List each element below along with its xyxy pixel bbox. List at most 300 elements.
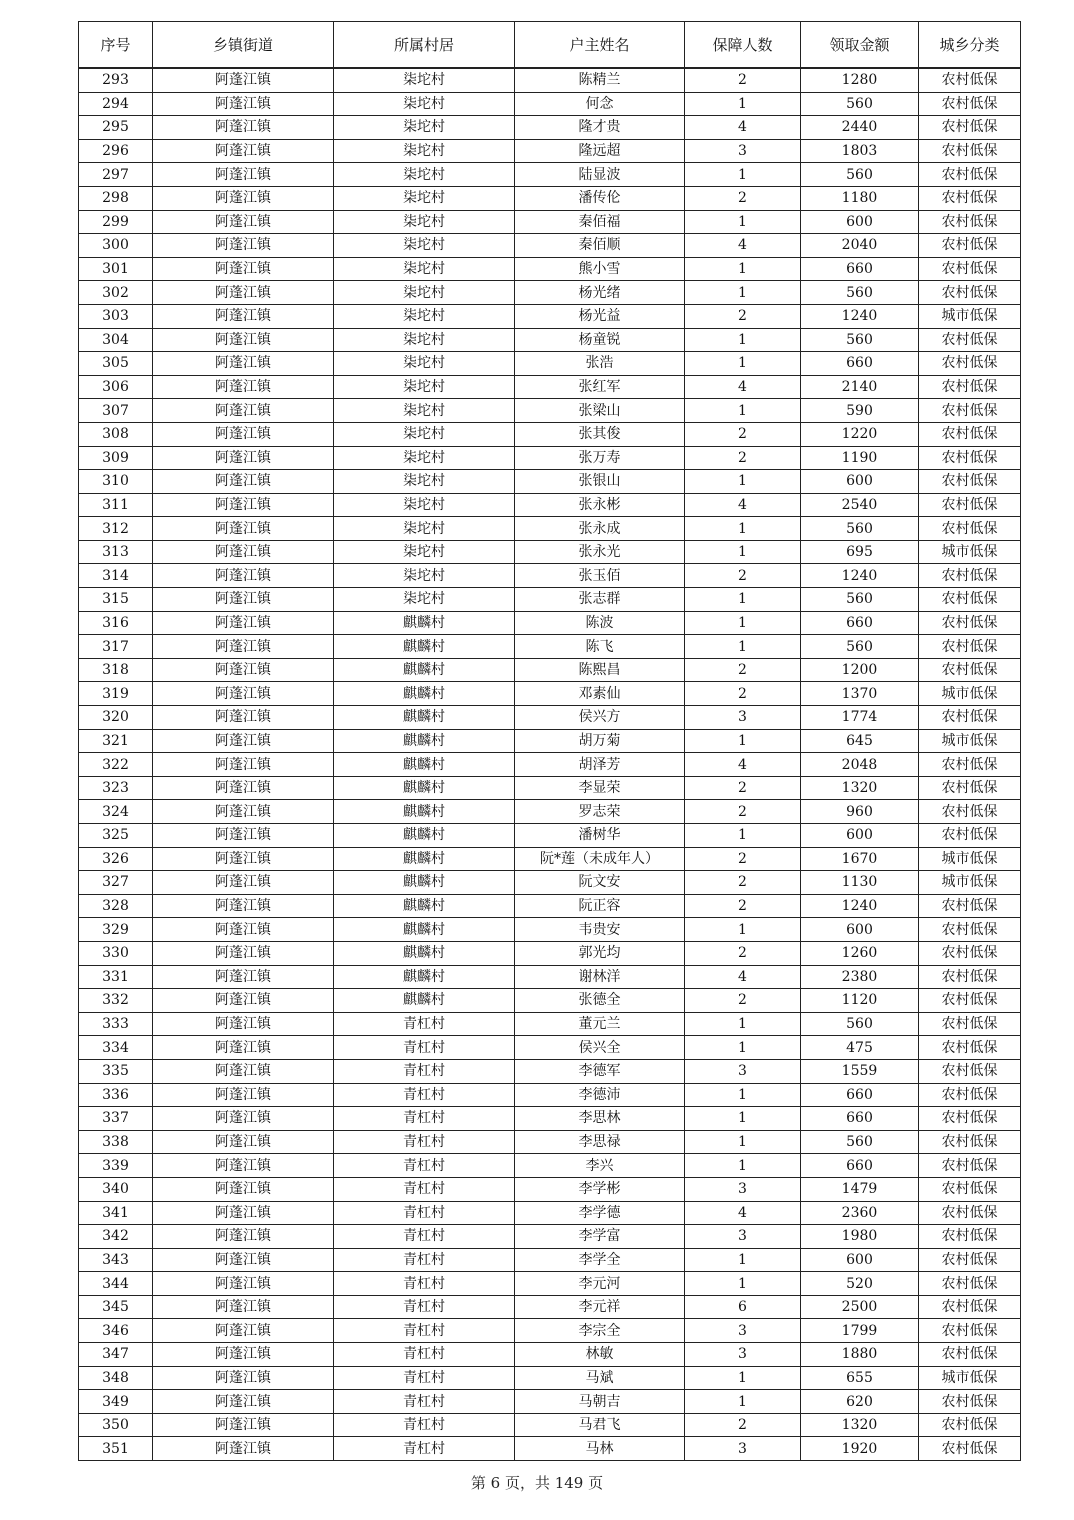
householder-cell: 马君飞 — [515, 1413, 685, 1437]
category-cell: 农村低保 — [919, 1413, 1021, 1437]
serial-cell: 328 — [79, 894, 153, 918]
table-row — [79, 941, 1021, 965]
amount-cell: 660 — [801, 611, 919, 635]
category-cell: 农村低保 — [919, 800, 1021, 824]
householder-cell: 杨光益 — [515, 304, 685, 328]
serial-cell: 320 — [79, 706, 153, 730]
village-cell: 柒坨村 — [334, 422, 515, 446]
persons-cell: 1 — [685, 918, 801, 942]
amount-cell: 1774 — [801, 706, 919, 730]
persons-cell: 1 — [685, 281, 801, 305]
category-cell: 农村低保 — [919, 68, 1021, 92]
table-row — [79, 304, 1021, 328]
amount-cell: 1260 — [801, 941, 919, 965]
township-cell: 阿蓬江镇 — [153, 1319, 334, 1343]
householder-cell: 张红军 — [515, 375, 685, 399]
township-cell: 阿蓬江镇 — [153, 1059, 334, 1083]
serial-cell: 346 — [79, 1319, 153, 1343]
householder-cell: 郭光均 — [515, 941, 685, 965]
amount-cell: 1120 — [801, 989, 919, 1013]
householder-cell: 邓素仙 — [515, 682, 685, 706]
serial-cell: 341 — [79, 1201, 153, 1225]
householder-cell: 潘树华 — [515, 824, 685, 848]
category-cell: 农村低保 — [919, 564, 1021, 588]
serial-cell: 327 — [79, 871, 153, 895]
householder-cell: 何念 — [515, 92, 685, 116]
category-cell: 城市低保 — [919, 682, 1021, 706]
householder-cell: 李思林 — [515, 1107, 685, 1131]
category-cell: 农村低保 — [919, 1319, 1021, 1343]
village-cell: 麒麟村 — [334, 729, 515, 753]
table-row — [79, 446, 1021, 470]
amount-cell: 600 — [801, 824, 919, 848]
householder-cell: 陈熙昌 — [515, 658, 685, 682]
village-cell: 柒坨村 — [334, 328, 515, 352]
category-cell: 农村低保 — [919, 517, 1021, 541]
table-row — [79, 493, 1021, 517]
householder-cell: 杨童锐 — [515, 328, 685, 352]
amount-cell: 1320 — [801, 1413, 919, 1437]
table-row — [79, 470, 1021, 494]
persons-cell: 1 — [685, 163, 801, 187]
village-cell: 柒坨村 — [334, 234, 515, 258]
serial-cell: 345 — [79, 1295, 153, 1319]
village-cell: 青杠村 — [334, 1130, 515, 1154]
persons-cell: 3 — [685, 1437, 801, 1461]
table-row — [79, 352, 1021, 376]
householder-cell: 阮*莲（未成年人） — [515, 847, 685, 871]
serial-cell: 305 — [79, 352, 153, 376]
table-row — [79, 1295, 1021, 1319]
amount-cell: 2360 — [801, 1201, 919, 1225]
table-row — [79, 682, 1021, 706]
table-row — [79, 918, 1021, 942]
householder-cell: 阮正容 — [515, 894, 685, 918]
amount-cell: 645 — [801, 729, 919, 753]
township-cell: 阿蓬江镇 — [153, 163, 334, 187]
householder-cell: 谢林洋 — [515, 965, 685, 989]
township-cell: 阿蓬江镇 — [153, 729, 334, 753]
amount-cell: 1180 — [801, 186, 919, 210]
table-row — [79, 399, 1021, 423]
township-cell: 阿蓬江镇 — [153, 588, 334, 612]
amount-cell: 1670 — [801, 847, 919, 871]
amount-cell: 660 — [801, 1083, 919, 1107]
persons-cell: 2 — [685, 658, 801, 682]
village-cell: 柒坨村 — [334, 540, 515, 564]
table-row — [79, 1319, 1021, 1343]
householder-cell: 侯兴方 — [515, 706, 685, 730]
category-cell: 农村低保 — [919, 139, 1021, 163]
persons-cell: 2 — [685, 422, 801, 446]
column-header-serial: 序号 — [79, 22, 153, 69]
township-cell: 阿蓬江镇 — [153, 1225, 334, 1249]
persons-cell: 2 — [685, 304, 801, 328]
township-cell: 阿蓬江镇 — [153, 611, 334, 635]
category-cell: 农村低保 — [919, 965, 1021, 989]
persons-cell: 2 — [685, 800, 801, 824]
householder-cell: 张梁山 — [515, 399, 685, 423]
village-cell: 柒坨村 — [334, 493, 515, 517]
serial-cell: 316 — [79, 611, 153, 635]
column-header-householder: 户主姓名 — [515, 22, 685, 69]
township-cell: 阿蓬江镇 — [153, 139, 334, 163]
householder-cell: 张德全 — [515, 989, 685, 1013]
serial-cell: 314 — [79, 564, 153, 588]
persons-cell: 1 — [685, 824, 801, 848]
column-header-township: 乡镇街道 — [153, 22, 334, 69]
category-cell: 城市低保 — [919, 540, 1021, 564]
amount-cell: 2040 — [801, 234, 919, 258]
persons-cell: 2 — [685, 446, 801, 470]
category-cell: 农村低保 — [919, 1130, 1021, 1154]
township-cell: 阿蓬江镇 — [153, 470, 334, 494]
category-cell: 农村低保 — [919, 116, 1021, 140]
township-cell: 阿蓬江镇 — [153, 776, 334, 800]
amount-cell: 660 — [801, 1154, 919, 1178]
serial-cell: 298 — [79, 186, 153, 210]
township-cell: 阿蓬江镇 — [153, 92, 334, 116]
category-cell: 农村低保 — [919, 1107, 1021, 1131]
village-cell: 麒麟村 — [334, 871, 515, 895]
persons-cell: 2 — [685, 894, 801, 918]
category-cell: 农村低保 — [919, 281, 1021, 305]
category-cell: 农村低保 — [919, 470, 1021, 494]
category-cell: 农村低保 — [919, 1201, 1021, 1225]
amount-cell: 1370 — [801, 682, 919, 706]
township-cell: 阿蓬江镇 — [153, 517, 334, 541]
serial-cell: 334 — [79, 1036, 153, 1060]
township-cell: 阿蓬江镇 — [153, 706, 334, 730]
persons-cell: 1 — [685, 470, 801, 494]
category-cell: 农村低保 — [919, 1177, 1021, 1201]
table-row — [79, 1272, 1021, 1296]
township-cell: 阿蓬江镇 — [153, 304, 334, 328]
village-cell: 青杠村 — [334, 1225, 515, 1249]
serial-cell: 348 — [79, 1366, 153, 1390]
table-row — [79, 635, 1021, 659]
category-cell: 农村低保 — [919, 1036, 1021, 1060]
amount-cell: 2048 — [801, 753, 919, 777]
amount-cell: 1559 — [801, 1059, 919, 1083]
village-cell: 麒麟村 — [334, 635, 515, 659]
table-row — [79, 611, 1021, 635]
village-cell: 青杠村 — [334, 1272, 515, 1296]
persons-cell: 1 — [685, 1390, 801, 1414]
amount-cell: 520 — [801, 1272, 919, 1296]
village-cell: 青杠村 — [334, 1413, 515, 1437]
table-row — [79, 1177, 1021, 1201]
householder-cell: 张志群 — [515, 588, 685, 612]
township-cell: 阿蓬江镇 — [153, 1413, 334, 1437]
township-cell: 阿蓬江镇 — [153, 257, 334, 281]
table-row — [79, 776, 1021, 800]
table-row — [79, 564, 1021, 588]
category-cell: 城市低保 — [919, 847, 1021, 871]
householder-cell: 李元祥 — [515, 1295, 685, 1319]
table-header — [79, 22, 1021, 69]
householder-cell: 李显荣 — [515, 776, 685, 800]
table-row — [79, 847, 1021, 871]
serial-cell: 309 — [79, 446, 153, 470]
persons-cell: 1 — [685, 1272, 801, 1296]
householder-cell: 张永光 — [515, 540, 685, 564]
householder-cell: 胡万菊 — [515, 729, 685, 753]
village-cell: 青杠村 — [334, 1295, 515, 1319]
serial-cell: 325 — [79, 824, 153, 848]
amount-cell: 2140 — [801, 375, 919, 399]
category-cell: 农村低保 — [919, 92, 1021, 116]
table-row — [79, 375, 1021, 399]
category-cell: 农村低保 — [919, 328, 1021, 352]
serial-cell: 324 — [79, 800, 153, 824]
category-cell: 农村低保 — [919, 635, 1021, 659]
category-cell: 农村低保 — [919, 1343, 1021, 1367]
householder-cell: 李德军 — [515, 1059, 685, 1083]
township-cell: 阿蓬江镇 — [153, 871, 334, 895]
householder-cell: 李宗全 — [515, 1319, 685, 1343]
village-cell: 柒坨村 — [334, 186, 515, 210]
village-cell: 麒麟村 — [334, 918, 515, 942]
village-cell: 青杠村 — [334, 1083, 515, 1107]
township-cell: 阿蓬江镇 — [153, 682, 334, 706]
township-cell: 阿蓬江镇 — [153, 658, 334, 682]
amount-cell: 600 — [801, 470, 919, 494]
township-cell: 阿蓬江镇 — [153, 1390, 334, 1414]
township-cell: 阿蓬江镇 — [153, 1248, 334, 1272]
township-cell: 阿蓬江镇 — [153, 1107, 334, 1131]
persons-cell: 1 — [685, 635, 801, 659]
table-row — [79, 658, 1021, 682]
village-cell: 柒坨村 — [334, 68, 515, 92]
township-cell: 阿蓬江镇 — [153, 1012, 334, 1036]
persons-cell: 4 — [685, 116, 801, 140]
village-cell: 青杠村 — [334, 1319, 515, 1343]
amount-cell: 2440 — [801, 116, 919, 140]
amount-cell: 960 — [801, 800, 919, 824]
township-cell: 阿蓬江镇 — [153, 493, 334, 517]
village-cell: 麒麟村 — [334, 989, 515, 1013]
category-cell: 农村低保 — [919, 422, 1021, 446]
persons-cell: 2 — [685, 871, 801, 895]
persons-cell: 1 — [685, 1083, 801, 1107]
village-cell: 柒坨村 — [334, 139, 515, 163]
township-cell: 阿蓬江镇 — [153, 234, 334, 258]
serial-cell: 329 — [79, 918, 153, 942]
table-row — [79, 163, 1021, 187]
village-cell: 柒坨村 — [334, 210, 515, 234]
householder-cell: 张浩 — [515, 352, 685, 376]
township-cell: 阿蓬江镇 — [153, 328, 334, 352]
persons-cell: 3 — [685, 1343, 801, 1367]
table-row — [79, 1390, 1021, 1414]
category-cell: 农村低保 — [919, 234, 1021, 258]
householder-cell: 潘传伦 — [515, 186, 685, 210]
table-row — [79, 116, 1021, 140]
table-body — [79, 68, 1021, 1461]
table-row — [79, 588, 1021, 612]
township-cell: 阿蓬江镇 — [153, 1366, 334, 1390]
village-cell: 柒坨村 — [334, 352, 515, 376]
serial-cell: 335 — [79, 1059, 153, 1083]
township-cell: 阿蓬江镇 — [153, 210, 334, 234]
amount-cell: 2500 — [801, 1295, 919, 1319]
village-cell: 柒坨村 — [334, 564, 515, 588]
householder-cell: 陆显波 — [515, 163, 685, 187]
persons-cell: 1 — [685, 611, 801, 635]
table-row — [79, 989, 1021, 1013]
amount-cell: 600 — [801, 1248, 919, 1272]
serial-cell: 347 — [79, 1343, 153, 1367]
category-cell: 农村低保 — [919, 210, 1021, 234]
category-cell: 城市低保 — [919, 729, 1021, 753]
amount-cell: 695 — [801, 540, 919, 564]
householder-cell: 侯兴全 — [515, 1036, 685, 1060]
township-cell: 阿蓬江镇 — [153, 1130, 334, 1154]
householder-cell: 李元河 — [515, 1272, 685, 1296]
township-cell: 阿蓬江镇 — [153, 422, 334, 446]
householder-cell: 张玉佰 — [515, 564, 685, 588]
table-row — [79, 729, 1021, 753]
amount-cell: 560 — [801, 635, 919, 659]
serial-cell: 330 — [79, 941, 153, 965]
table-row — [79, 68, 1021, 92]
serial-cell: 332 — [79, 989, 153, 1013]
table-row — [79, 210, 1021, 234]
township-cell: 阿蓬江镇 — [153, 989, 334, 1013]
amount-cell: 1240 — [801, 894, 919, 918]
village-cell: 柒坨村 — [334, 92, 515, 116]
township-cell: 阿蓬江镇 — [153, 375, 334, 399]
persons-cell: 1 — [685, 210, 801, 234]
village-cell: 青杠村 — [334, 1154, 515, 1178]
amount-cell: 1130 — [801, 871, 919, 895]
table-row — [79, 1107, 1021, 1131]
village-cell: 青杠村 — [334, 1201, 515, 1225]
table-row — [79, 1154, 1021, 1178]
amount-cell: 1200 — [801, 658, 919, 682]
table-row — [79, 824, 1021, 848]
householder-cell: 韦贵安 — [515, 918, 685, 942]
village-cell: 柒坨村 — [334, 470, 515, 494]
persons-cell: 3 — [685, 1177, 801, 1201]
persons-cell: 3 — [685, 1059, 801, 1083]
serial-cell: 322 — [79, 753, 153, 777]
township-cell: 阿蓬江镇 — [153, 800, 334, 824]
serial-cell: 294 — [79, 92, 153, 116]
persons-cell: 1 — [685, 1248, 801, 1272]
serial-cell: 323 — [79, 776, 153, 800]
township-cell: 阿蓬江镇 — [153, 847, 334, 871]
householder-cell: 熊小雪 — [515, 257, 685, 281]
township-cell: 阿蓬江镇 — [153, 1177, 334, 1201]
table-row — [79, 1343, 1021, 1367]
township-cell: 阿蓬江镇 — [153, 941, 334, 965]
village-cell: 柒坨村 — [334, 281, 515, 305]
serial-cell: 299 — [79, 210, 153, 234]
persons-cell: 1 — [685, 1154, 801, 1178]
amount-cell: 1799 — [801, 1319, 919, 1343]
serial-cell: 331 — [79, 965, 153, 989]
village-cell: 青杠村 — [334, 1390, 515, 1414]
amount-cell: 620 — [801, 1390, 919, 1414]
serial-cell: 300 — [79, 234, 153, 258]
persons-cell: 2 — [685, 682, 801, 706]
table-row — [79, 92, 1021, 116]
category-cell: 农村低保 — [919, 493, 1021, 517]
serial-cell: 344 — [79, 1272, 153, 1296]
category-cell: 农村低保 — [919, 776, 1021, 800]
amount-cell: 660 — [801, 352, 919, 376]
amount-cell: 660 — [801, 257, 919, 281]
township-cell: 阿蓬江镇 — [153, 753, 334, 777]
amount-cell: 1240 — [801, 304, 919, 328]
village-cell: 麒麟村 — [334, 776, 515, 800]
serial-cell: 342 — [79, 1225, 153, 1249]
village-cell: 青杠村 — [334, 1248, 515, 1272]
serial-cell: 295 — [79, 116, 153, 140]
serial-cell: 313 — [79, 540, 153, 564]
serial-cell: 312 — [79, 517, 153, 541]
serial-cell: 297 — [79, 163, 153, 187]
serial-cell: 315 — [79, 588, 153, 612]
householder-cell: 秦佰福 — [515, 210, 685, 234]
table-row — [79, 1059, 1021, 1083]
village-cell: 青杠村 — [334, 1059, 515, 1083]
village-cell: 麒麟村 — [334, 894, 515, 918]
householder-cell: 隆远超 — [515, 139, 685, 163]
amount-cell: 560 — [801, 588, 919, 612]
amount-cell: 600 — [801, 918, 919, 942]
persons-cell: 1 — [685, 517, 801, 541]
persons-cell: 1 — [685, 1366, 801, 1390]
amount-cell: 655 — [801, 1366, 919, 1390]
table-row — [79, 1413, 1021, 1437]
village-cell: 青杠村 — [334, 1366, 515, 1390]
amount-cell: 1479 — [801, 1177, 919, 1201]
serial-cell: 310 — [79, 470, 153, 494]
serial-cell: 304 — [79, 328, 153, 352]
amount-cell: 1190 — [801, 446, 919, 470]
township-cell: 阿蓬江镇 — [153, 68, 334, 92]
serial-cell: 339 — [79, 1154, 153, 1178]
householder-cell: 陈飞 — [515, 635, 685, 659]
householder-cell: 李学彬 — [515, 1177, 685, 1201]
category-cell: 农村低保 — [919, 375, 1021, 399]
village-cell: 柒坨村 — [334, 588, 515, 612]
category-cell: 农村低保 — [919, 399, 1021, 423]
householder-cell: 林敏 — [515, 1343, 685, 1367]
householder-cell: 马朝吉 — [515, 1390, 685, 1414]
amount-cell: 560 — [801, 163, 919, 187]
householder-cell: 李思禄 — [515, 1130, 685, 1154]
householder-cell: 胡泽芳 — [515, 753, 685, 777]
village-cell: 柒坨村 — [334, 375, 515, 399]
township-cell: 阿蓬江镇 — [153, 918, 334, 942]
persons-cell: 4 — [685, 753, 801, 777]
column-header-amount: 领取金额 — [801, 22, 919, 69]
householder-cell: 李德沛 — [515, 1083, 685, 1107]
persons-cell: 3 — [685, 1319, 801, 1343]
persons-cell: 4 — [685, 375, 801, 399]
column-header-village: 所属村居 — [334, 22, 515, 69]
village-cell: 麒麟村 — [334, 706, 515, 730]
village-cell: 青杠村 — [334, 1012, 515, 1036]
serial-cell: 337 — [79, 1107, 153, 1131]
amount-cell: 660 — [801, 1107, 919, 1131]
township-cell: 阿蓬江镇 — [153, 1154, 334, 1178]
persons-cell: 3 — [685, 139, 801, 163]
